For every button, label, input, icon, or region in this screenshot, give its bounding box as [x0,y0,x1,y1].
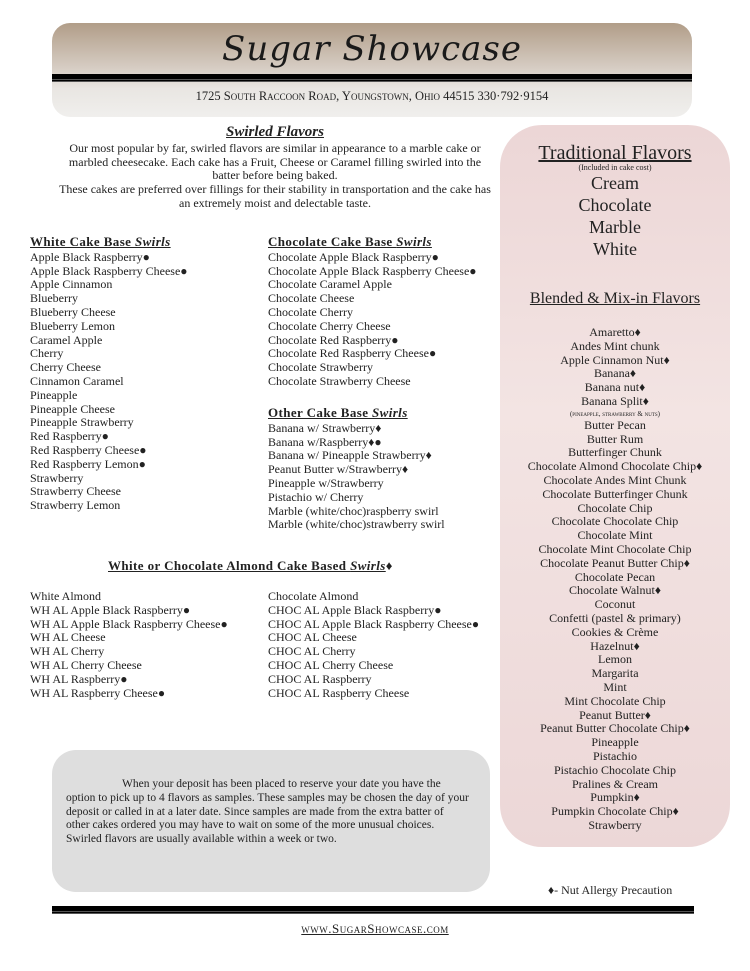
flavor-item: Chocolate Caramel Apple [268,277,392,292]
flavor-item: Red Raspberry Lemon● [30,456,146,471]
flavor-item: Margarita [591,666,639,681]
flavor-item: Pineapple [591,735,639,750]
flavor-list [30,590,228,700]
list-heading: Chocolate Cake Base Swirls [268,234,432,249]
flavor-item: CHOC AL Cherry Cheese [268,657,394,672]
flavor-item: Chocolate Apple Black Raspberry● [268,249,439,264]
flavor-item: Pineapple Cheese [30,401,115,416]
chocolate-almond-list [268,590,479,700]
flavor-item: CHOC AL Apple Black Raspberry Cheese● [268,616,480,631]
flavor-item: White [593,239,637,259]
flavor-item: Banana w/Raspberry♦● [268,434,382,449]
flavor-item: Pineapple w/Strawberry [268,475,384,490]
flavor-list [268,251,477,389]
traditional-note: (Included in cake cost) [578,163,652,172]
flavor-item: WH AL Raspberry● [30,671,128,686]
samples-text: When your deposit has been placed to reserve your date you have the option to pick up to 4 flavors as samples. These samples may be chosen the day of your deposit or called in at a later date. Since samples are made from the extra batter of other cakes ordered you may have to wait on some of the more unusual choices. Swirled flavors are usually available within a week or two. [66,778,469,846]
flavor-item: Banana nut♦ [584,380,646,395]
white-cake-list [30,235,188,513]
flavor-item: Mint [603,679,627,694]
flavor-item: CHOC AL Raspberry Cheese [268,685,410,700]
flavor-item: Strawberry Cheese [30,484,121,499]
flavor-item: Cinnamon Caramel [30,373,124,388]
flavor-item: Butter Pecan [584,417,646,432]
website-link[interactable]: www.SugarShowcase.com [301,921,449,936]
chocolate-cake-list [268,235,477,389]
flavor-item: Chocolate Red Raspberry● [268,332,399,347]
flavor-list [268,422,445,532]
flavor-item: WH AL Apple Black Raspberry● [30,602,191,617]
flavor-item: Blueberry Cheese [30,304,116,319]
white-almond-list [30,590,228,700]
swirled-intro [55,126,495,211]
flavor-item: WH AL Cheese [30,630,106,645]
flavor-item: Chocolate Apple Black Raspberry Cheese● [268,263,477,278]
flavor-item: Chocolate Chip [577,500,653,515]
nut-allergy-legend: ♦- Nut Allergy Precaution [548,883,673,897]
flavor-item: Chocolate Almond [268,589,359,603]
flavor-item: Cookies & Crème [571,624,659,639]
flavor-item: CHOC AL Cheese [268,630,357,645]
flavor-item: Pineapple Strawberry [30,415,134,430]
flavor-list [30,251,188,513]
flavor-item: Chocolate Chocolate Chip [551,514,679,529]
flavor-item: Amaretto♦ [589,325,641,339]
intro-paragraph: These cakes are preferred over fillings for their stability in transportation and the cake has an extremely moist and delectable taste. [59,182,491,210]
flavor-item: Chocolate Almond Chocolate Chip♦ [527,459,703,474]
flavor-item: Chocolate Strawberry [268,360,373,375]
flavor-item: Strawberry [588,817,642,832]
flavor-item: CHOC AL Raspberry [268,671,372,686]
flavor-item: Banana Split♦ [581,393,649,408]
flavor-item: WH AL Apple Black Raspberry Cheese● [30,616,228,631]
flavor-item: Apple Cinnamon [30,277,113,292]
flavor-item: Banana w/ Strawberry♦ [268,420,382,435]
flavor-item: (pineapple, strawberry & nuts) [569,409,661,418]
flavor-item: Butterfinger Chunk [568,445,662,460]
flavor-item: WH AL Cherry Cheese [30,657,142,672]
flavor-item: Apple Black Raspberry Cheese● [30,263,188,278]
flavor-item: Chocolate Butterfinger Chunk [542,486,688,501]
flavor-item: Blueberry Lemon [30,318,115,333]
flavor-item: WH AL Cherry [30,644,105,659]
traditional-title: Traditional Flavors [538,142,692,164]
flavor-item: Lemon [598,652,632,667]
flavor-item: Chocolate Strawberry Cheese [268,373,411,388]
flavor-item: Red Raspberry● [30,429,109,444]
flavor-item: CHOC AL Apple Black Raspberry● [268,602,442,617]
flavor-item: Apple Cinnamon Nut♦ [560,352,670,367]
flavor-item: Confetti (pastel & primary) [549,610,681,625]
flavor-item: Apple Black Raspberry● [30,249,150,264]
flavor-item: Strawberry [30,470,84,485]
flavor-item: Chocolate Mint Chocolate Chip [538,541,692,556]
flavor-item: Chocolate [578,195,652,215]
flavor-item: Chocolate Peanut Butter Chip♦ [540,555,690,570]
list-heading: White Cake Base Swirls [30,234,171,249]
flavor-item: Banana w/ Pineapple Strawberry♦ [268,448,432,463]
blended-title: Blended & Mix-in Flavors [529,290,701,307]
flavor-list [500,326,730,833]
flavor-item: Chocolate Mint [577,528,653,543]
flavor-item: Marble (white/choc)strawberry swirl [268,517,445,532]
flavor-item: Cherry [30,346,64,361]
flavor-item: Pistachio w/ Cherry [268,489,364,504]
flavor-item: Chocolate Cherry Cheese [268,318,391,333]
flavor-item: Chocolate Cheese [268,291,355,306]
almond-heading: White or Chocolate Almond Cake Based Swirls♦ [108,558,393,573]
flavor-item: Peanut Butter Chocolate Chip♦ [540,721,690,736]
section-title: Swirled Flavors [226,124,324,140]
header-divider [52,74,692,82]
other-cake-list [268,406,445,532]
flavor-item: Blueberry [30,291,78,306]
flavors-panel [500,125,730,847]
flavor-item: Marble [589,217,641,237]
header-banner [52,23,692,117]
flavor-item: Chocolate Cherry [268,304,353,319]
flavor-item: Coconut [594,597,636,612]
intro-paragraph: Our most popular by far, swirled flavors are similar in appearance to a marble cake or marbled cheesecake. Each cake has a Fruit, Cheese or Caramel filling swirled into the batter before being baked. [68,140,482,183]
flavor-item: Cherry Cheese [30,360,101,375]
flavor-item: Pumpkin Chocolate Chip♦ [551,804,679,819]
samples-note [52,750,490,892]
flavor-item: Peanut Butter w/Strawberry♦ [268,462,409,477]
flavor-item: Chocolate Pecan [574,569,656,584]
flavor-item: Pistachio Chocolate Chip [554,762,676,777]
flavor-item: CHOC AL Cherry [268,644,356,659]
list-heading: Other Cake Base Swirls [268,405,408,420]
flavor-item: Marble (white/choc)raspberry swirl [268,503,439,518]
flavor-item: Cream [591,173,639,193]
flavor-item: Andes Mint chunk [570,338,660,353]
flavor-item: Red Raspberry Cheese● [30,442,147,457]
flavor-item: Chocolate Red Raspberry Cheese● [268,346,437,361]
flavor-item: Mint Chocolate Chip [564,693,666,708]
flavor-item: Peanut Butter♦ [579,707,651,722]
business-name: Sugar Showcase [222,29,522,69]
flavor-item: Strawberry Lemon [30,498,121,513]
flavor-item: Butter Rum [586,431,644,446]
address-line: 1725 South Raccoon Road, Youngstown, Ohio 44515 330·792·9154 [195,89,549,103]
footer-divider [52,906,694,914]
flavor-item: WH AL Raspberry Cheese● [30,685,166,700]
flavor-item: Caramel Apple [30,332,103,347]
flavor-list [500,172,730,260]
flavor-item: Chocolate Walnut♦ [569,583,661,598]
flavor-item: Pineapple [30,387,78,402]
flavor-item: Pistachio [593,748,637,763]
flavor-item: Chocolate Andes Mint Chunk [543,472,687,487]
flavor-item: Hazelnut♦ [590,638,640,653]
flavor-list [268,590,479,700]
flavor-item: Pralines & Cream [572,776,658,791]
flavor-item: Pumpkin♦ [590,790,640,805]
flavor-item: Banana♦ [593,366,637,381]
flavor-item: White Almond [30,589,101,603]
